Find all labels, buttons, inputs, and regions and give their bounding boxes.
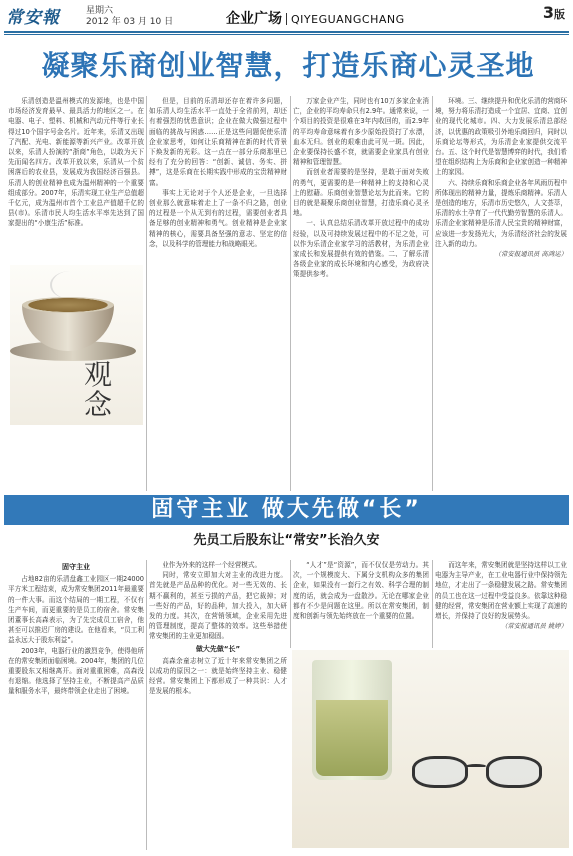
column-divider — [146, 560, 147, 850]
article2-column-1 — [8, 560, 144, 850]
article1-col1-text: 乐清创造是温州模式的发源地，也是中国市场经济发育最早、最具活力的地区之一。在电器、电子、塑料、机械和汽动元件等行业长得过10个国字号金名片。近年来，乐清又出现了汽配、光电、新能源等新兴产业。改革开放以来，乐清人扮演的“浙商”角色，以敢为天下先而闻名四方。改革开放以来，乐清从一个贫困落后的农业县，发展成为我国经济百强县。乐清人的创业精神也成为温州精神的一个重要组成部分。2007年，乐清实现工业生产总值超千亿元，成为温州市首个工业总产值超千亿的县(市)。乐清市民人均生活水平率先达到了国家提出的“小康生活”标准。 — [8, 97, 144, 228]
masthead: 常安報 — [6, 8, 60, 28]
side-title: 观念 — [84, 358, 113, 421]
page-suffix: 版 — [554, 8, 565, 21]
article1-col4b-text: 六、持续乐商和乐商企业各年风雨历程中所体现出的精神力量，提炼乐商精神。乐清人是创造的地方，乐清市历史悠久，人文荟萃，乐清的水土孕育了一代代勤劳智慧的乐清人。乐清企业家精神是乐清人民宝贵的精神财富，应该进一步发扬光大，为乐清经济社会的发展注入新的动力。 — [435, 178, 567, 248]
bridge-shape — [466, 764, 486, 768]
article1-col4-text: 环境。三、继续提升和优化乐清的营商环境，努力将乐清打造成一个宜居、宜商、宜创业的现代化城市。四、大力发展乐清总部经济，以优惠的政策吸引外地乐商回归，同时以乐商论坛等形式，为乐清企业家提供交流平台。五、这个时代是智慧博弈的时代，我们希望在组织结构上为乐商和企业家创造一种精神上的家园。 — [435, 97, 567, 177]
article2-col4-text: 而这年来，常安集团就是坚持这样以工业电器为主导产业，在工业电器行业中保持领先地位，才走出了一条稳健发展之路。常安集团的员工也在这一过程中受益良多。依靠这种稳健的经营，常安集团在营业额上实现了高速的增长，并保持了良好的发展势头。 — [435, 561, 567, 621]
column-divider — [290, 96, 291, 491]
article2-col1b-text: 2003年，电器行业的激烈竞争，使得他所在的常安集团面临困境。2004年，集团的几位重要股东又相继离开。面对重重困难，高森没有退缩。他选择了坚持主业，不断提高产品质量和服务水平，最终带领企业走出了困境。 — [8, 646, 144, 696]
section-pinyin: QIYEGUANGCHANG — [291, 13, 405, 26]
article1-byline: （常安报通讯员 高鸿运） — [494, 250, 567, 259]
column-divider — [290, 560, 291, 648]
eyeglasses-shape — [412, 746, 552, 796]
tea-liquid-shape — [316, 700, 388, 776]
article1-column-4 — [435, 96, 567, 491]
article1-col2b-text: 事实上无论对于个人还是企业，一旦选择创业那么就意味着走上了一条不归之路，创业的过程是一个从无到有的过程，需要创业者具备足够的创业精神和勇气。创业精神是企业家精神的核心，需要具备坚强的意志、坚定的信念，以及科学的管理能力和战略眼光。 — [149, 188, 287, 248]
article1-col2-text: 但是，目前的乐清却还存在着许多问题，如乐清人均生活水平一直处于全省前列，却还有着强烈的忧患意识；企业在做大做强过程中面临的挑战与困惑……正是这些问题促使乐清企业家思考，如何让乐商精神在新的时代背景下焕发新的光彩。这一点在一部分乐商那里已经有了充分的回答：“创新、诚信、务实、拼搏”，这是乐商在长期实践中形成的宝贵精神财富。 — [149, 97, 287, 187]
left-lens-shape — [412, 756, 468, 788]
steam-shape — [50, 271, 90, 299]
article2-col2-subhead: 做大先做“长” — [195, 644, 241, 653]
article1-col3c-text: 一、认真总结乐清改革开放过程中的成功经验，以及可持续发展过程中的不足之处，可以作为乐清企业家学习的活教材，为乐清企业家成长和发展提供有效的借鉴。二、了解乐清各级企业家的成长环境和内心感受，为政府决策提供参考。 — [293, 219, 429, 279]
article2-col2c-text: 高森余童志树立了近十年来常安集团之所以成功的原因之一：就是始终坚持主业、稳健经营。常安集团上下都形成了一种共识：人才是发展的根本。 — [149, 656, 287, 696]
article2-col2b-text: 同时，常安立即加大对主业的改进力度。首先就是产品品种的优化。对一些无效的、长期不赢利的，甚至亏损的产品，把它裁掉；对一些好的产品，好的品种，加大投入，加大研发的力度。其次，在营销领域，企业采用先进的管理制度，提高了整体的效率。这些举措使常安集团的主业更加稳固。 — [149, 571, 287, 641]
page-number — [539, 3, 569, 25]
coffee-surface-shape — [22, 297, 114, 313]
article2-column-4 — [435, 560, 567, 646]
header-rule — [4, 31, 569, 33]
article2-col3-text: “人才”是“资源”，而不仅仅是劳动力。其次，一个规模庞大、下属分支机构众多的集团企业，如果没有一套行之有效、科学合理的制度的话，就会成为一盘散沙。无论在哪家企业都有不少是问题在这里。所以在常安集团，制度和创新与领先始终放在一个重要的位置。 — [293, 561, 429, 621]
column-divider — [146, 96, 147, 491]
article1-col3b-text: 而创业者需要的是坚持，是敢于面对失败的勇气，更需要的是一种精神上的支持和心灵上的慰藉。乐商创业智慧论坛为此而来。它的目的就是凝聚乐商创业智慧，打造乐商心灵圣地。 — [293, 168, 429, 218]
article2-banner — [4, 495, 569, 525]
header-rule-thin — [4, 34, 569, 35]
right-lens-shape — [486, 756, 542, 788]
article1-column-1 — [8, 96, 144, 262]
column-divider — [432, 96, 433, 491]
section-name: 企业广场 — [226, 11, 282, 27]
article2-column-3 — [293, 560, 429, 646]
page-num: 3 — [542, 3, 554, 22]
tea-and-glasses-image — [292, 650, 569, 848]
article1-headline: 凝聚乐商创业智慧，打造乐商心灵圣地 — [41, 49, 535, 82]
page-header — [0, 0, 573, 40]
article2-col1-subhead: 固守主业 — [62, 563, 90, 571]
article2-col2-text: 业作为外来的这样一个经营模式。 — [162, 561, 262, 569]
article1-col3-text: 万家企业产生，同时也有10万多家企业消亡，企业的平均寿命只有2.9年。通常来说，一个项目的投资是很难在3年内收回的，而2.9年的平均寿命意味着有多少原始投资打了水漂，血本无归。创业的艰难由此可见一斑。因此，企业要保持长盛不衰，就需要企业家具有创业精神和管理智慧。 — [293, 97, 429, 167]
article2-column-2 — [149, 560, 287, 850]
section-title — [226, 8, 405, 28]
article1-column-3 — [293, 96, 429, 491]
article2-banner-text: 固守主业 做大先做“长” — [151, 497, 422, 522]
section-divider — [286, 13, 287, 25]
coffee-cup-image — [10, 265, 143, 425]
article2-byline: （常安报通讯员 姚婷） — [501, 622, 567, 631]
column-divider — [432, 560, 433, 648]
issue-date — [86, 6, 173, 28]
date-text: 2012 年 03 月 10 日 — [86, 17, 174, 27]
article1-column-2 — [149, 96, 287, 491]
article2-subtitle: 先员工后股东让“常安”长治久安 — [193, 533, 380, 548]
weekday: 星期六 — [86, 6, 114, 16]
article2-col1-text: 占地82亩的乐清盘鑫工业园区一期24000平方米工程结束，成为常安集团2011年最重要的一件大事。而这个结局的一期工程，不仅有生产车间，而更重要的是员工的宿舍。常安集团董事长高森表示，为了先完成员工宿舍，他甚至可以推迟厂房的建设。在他看来，“员工利益永远大于股东利益”。 — [8, 575, 144, 645]
